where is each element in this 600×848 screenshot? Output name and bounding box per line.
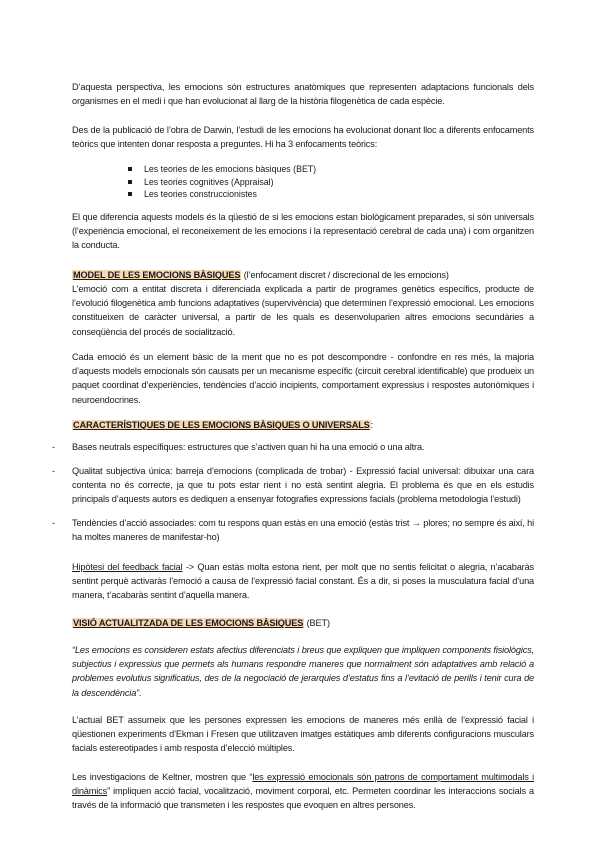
square-bullet-icon (128, 180, 132, 184)
dash-bullet-icon: - (52, 518, 55, 528)
section-heading-updated-view: VISIÓ ACTUALITZADA DE LES EMOCIONS BÀSIQUES (BET) (73, 618, 330, 628)
section-title: MODEL DE LES EMOCIONS BÀSIQUES (73, 270, 241, 280)
updated-bet-paragraph: L’actual BET assumeix que les persones expressen les emocions de maneres més enllà de l’expressió facial i qüestionen experiments d’Ekman i Fresen que utilitzaven imatges estàtiques amb diferents configuracions musculars facials estereotipades i amb resposta d’elecció múltiples. (72, 715, 534, 754)
hypothesis-label: Hipòtesi del feedback facial (72, 562, 183, 572)
section-title: CARACTERÍSTIQUES DE LES EMOCIONS BÀSIQUES O UNIVERSALS (73, 420, 370, 430)
list-item: Les teories construccionistes (144, 188, 524, 201)
keltner-paragraph: Les investigacions de Keltner, mostren que “les expressió emocionals són patrons de comportament multimodals i dinàmics” impliquen acció facial, vocalització, moviment corporal, etc. Permeten coordinar les interaccions socials a través de la informació que transmeten i les respostes que evoquen en altres persones. (72, 772, 534, 811)
list-item: Les teories cognitives (Appraisal) (144, 176, 524, 189)
models-difference-paragraph: El que diferencia aquests models és la qüestió de si les emocions estan biològicament preparades, si són universals (l’experiència emocional, el reconeixement de les emocions i la representació cerebral de cada una) i com organitzen la conducta. (72, 212, 534, 251)
dash-bullet-icon: - (52, 442, 55, 452)
basic-emotions-paragraph-2: Cada emoció és un element bàsic de la ment que no es pot descompondre - confondre en res més, la majoria d’aquests models emocionals són causats per un mecanisme específic (circuit cerebral identificable) que produeix un paquet coordinat d’experiències, tendències d’acció incipients, comportament expressius i respostes autonòmiques i neuroendocrines. (72, 352, 534, 405)
square-bullet-icon (128, 167, 132, 171)
section-heading-basic-emotions: MODEL DE LES EMOCIONS BÀSIQUES (l’enfocament discret / discrecional de les emocions) (73, 270, 449, 280)
dash-bullet-icon: - (52, 466, 55, 476)
definition-quote: “Les emocions es consideren estats afectius diferenciats i breus que expliquen que impliquen components fisiològics, subjectius i expressius que permets als humans respondre maneres que normalment són adaptatives amb relació a problemes evolutius significatius, des de la negociació de jerarquies d’estatus fins a l’evitació de perills i tenir cura de la descendència”. (72, 645, 534, 698)
approaches-list (144, 163, 524, 201)
list-item: Les teories de les emocions bàsiques (BET) (144, 163, 524, 176)
section-heading-characteristics: CARACTERÍSTIQUES DE LES EMOCIONS BÀSIQUES O UNIVERSALS: (73, 420, 374, 430)
section-title: VISIÓ ACTUALITZADA DE LES EMOCIONS BÀSIQUES (73, 618, 304, 628)
feedback-hypothesis-paragraph: Hipòtesi del feedback facial -> Quan estàs molta estona rient, per molt que no sentis felicitat o alegria, n’acabaràs sentint perquè activaràs l’emoció a causa de l’expressió facial constant. És a dir, si poses la musculatura facial d’una manera, t’acabaràs sentint d’aquella manera. (72, 562, 534, 601)
characteristic-item: - Tendències d’acció associades: com tu respons quan estàs en una emoció (estàs trist → plores; no sempre és així, hi ha moltes maneres de manifestar-ho) (52, 518, 534, 543)
intro-paragraph: D’aquesta perspectiva, les emocions són estructures anatòmiques que representen adaptacions funcionals dels organismes en el medi i que han evolucionat al llarg de la història filogenètica de cada espècie. (72, 82, 534, 107)
characteristic-item: - Qualitat subjectiva única: barreja d’emocions (complicada de trobar) - Expressió facial universal: dibuixar una cara contenta no és correcte, ja que tu pots estar rient i no està sentint alegria. El problema és que en els estudis principals d’aquests autors es dediquen a ensenyar fotografies expressions facials (problema metodologia l’estudi) (52, 466, 534, 505)
square-bullet-icon (128, 192, 132, 196)
keltner-highlight: les expressió emocionals són patrons de comportament multimodals i dinàmics (72, 772, 534, 797)
darwin-paragraph: Des de la publicació de l’obra de Darwin, l’estudi de les emocions ha evolucionat donant lloc a diferents enfocaments teòrics que intenten donar resposta a preguntes. Hi ha 3 enfocaments teòrics: (72, 125, 534, 150)
basic-emotions-paragraph-1: L’emoció com a entitat discreta i diferenciada explicada a partir de programes genètics específics, producte de l’evolució filogenètica amb funcions adaptatives (supervivència) que determinen l’expressió emocional. Les emocions constitueixen de caràcter universal, a partir de les quals es desenvoluparien altres emocions secundàries a conseqüència del procés de socialització. (72, 284, 534, 337)
characteristic-item: - Bases neutrals específiques: estructures que s’activen quan hi ha una emoció o una altra. (72, 440, 534, 454)
